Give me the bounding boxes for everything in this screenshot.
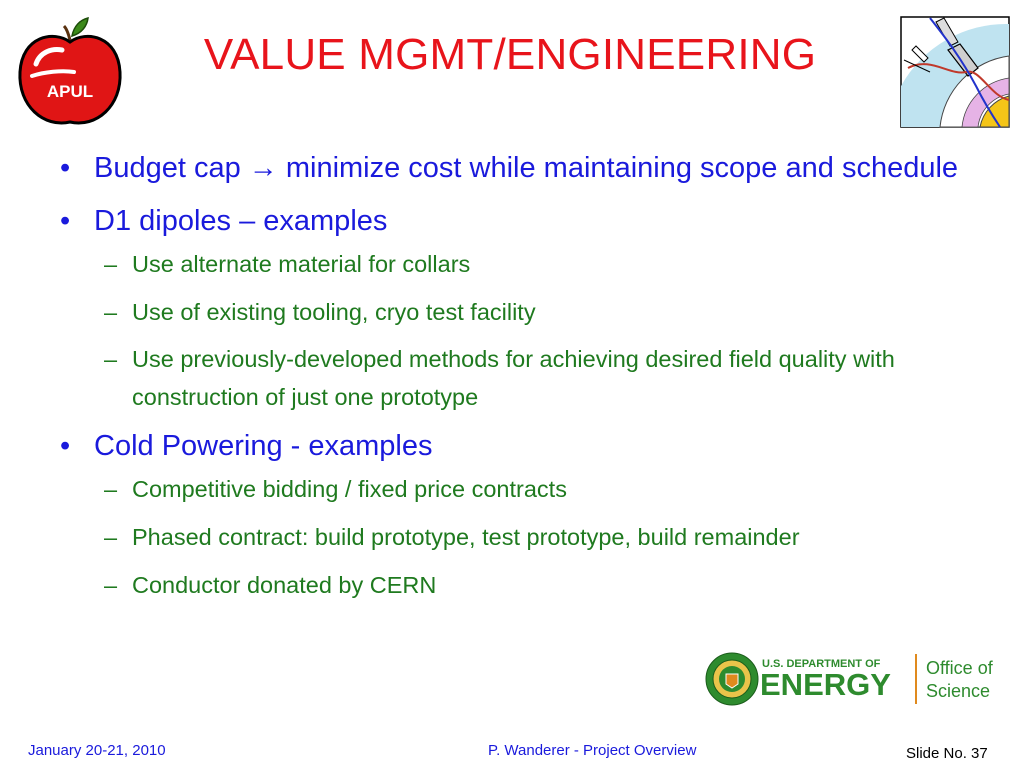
sub-bullet-text: Conductor donated by CERN (132, 572, 437, 598)
bullet-text: Cold Powering - examples (94, 430, 433, 462)
sub-bullet-text: Use of existing tooling, cryo test facility (132, 299, 536, 325)
doe-office-of-science-logo (704, 650, 1004, 708)
footer-author: P. Wanderer - Project Overview (488, 742, 697, 759)
sub-bullet-item (60, 292, 960, 332)
sub-bullet-item (60, 565, 960, 605)
bullet-item (60, 199, 960, 244)
bullet-item (60, 424, 960, 469)
sub-bullet-marker: – (104, 251, 118, 277)
sub-bullet-text: Use previously-developed methods for achieving desired field quality with construction of just one prototype (132, 346, 895, 410)
sub-bullet-marker: – (104, 476, 118, 502)
apul-logo-text: APUL (46, 82, 94, 101)
sub-bullet-marker: – (104, 524, 118, 550)
bullet-marker: • (60, 430, 71, 462)
footer-date: January 20-21, 2010 (28, 742, 166, 759)
sub-bullet-text: Use alternate material for collars (132, 251, 471, 277)
slide-content (60, 146, 960, 605)
bullet-marker: • (60, 152, 71, 184)
magnet-illustration (900, 16, 1010, 128)
sub-bullet-text: Phased contract: build prototype, test prototype, build remainder (132, 524, 800, 550)
doe-logo-energy: ENERGY (760, 667, 891, 702)
sub-bullet-item (60, 469, 960, 509)
bullet-text: Budget cap → minimize cost while maintaining scope and schedule (94, 152, 959, 184)
sub-bullet-text: Competitive bidding / fixed price contracts (132, 476, 567, 502)
bullet-marker: • (60, 205, 71, 237)
bullet-item (60, 146, 960, 191)
sub-bullet-marker: – (104, 572, 118, 598)
page-title: VALUE MGMT/ENGINEERING (203, 30, 817, 79)
sub-bullet-item (60, 244, 960, 284)
sub-bullet-marker: – (104, 299, 118, 325)
doe-logo-line1: U.S. DEPARTMENT OF (762, 658, 881, 670)
doe-logo-office: Office of (926, 658, 993, 678)
sub-bullet-item (60, 340, 960, 416)
slide-number: Slide No. 37 (906, 745, 988, 762)
sub-bullet-item (60, 517, 960, 557)
apul-logo (14, 14, 126, 132)
bullet-text: D1 dipoles – examples (94, 205, 388, 237)
doe-logo-science: Science (926, 681, 991, 701)
sub-bullet-marker: – (104, 346, 118, 372)
